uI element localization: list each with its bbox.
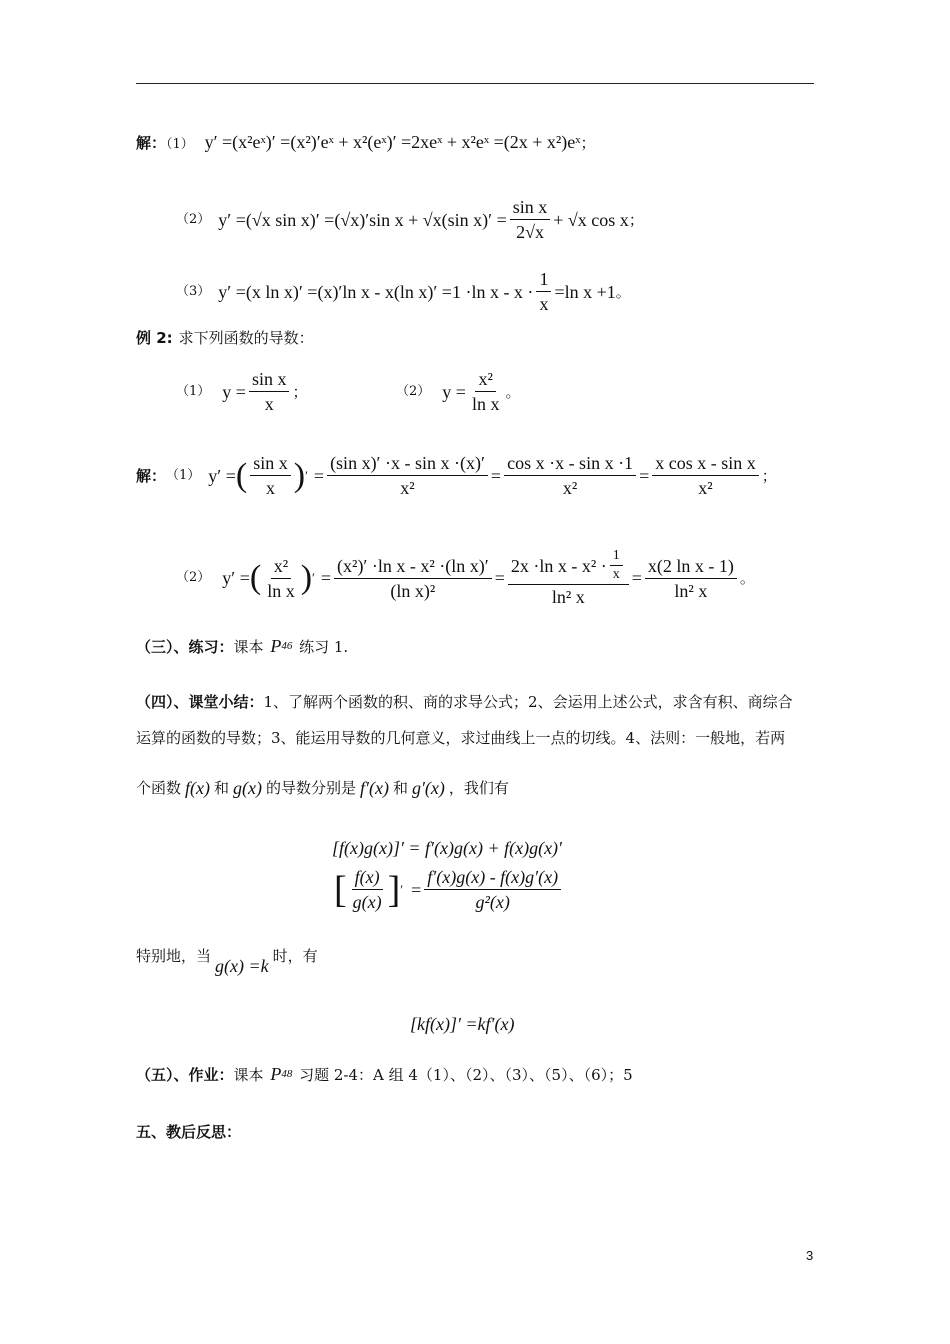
math-expression: [f(x)g(x)]′ = f′(x)g(x) + f(x)g(x)′ [332,838,562,858]
fraction [327,452,488,499]
right-paren: ) [300,559,313,596]
math-expression: y′ = [222,568,250,588]
practice-text: 练习 1. [299,638,349,656]
fraction [249,368,290,415]
punctuation: 。 [739,569,755,587]
fraction-numerator: sin x [510,196,551,220]
fraction-numerator: 1 [536,268,551,292]
fraction-denominator: (ln x)² [390,580,436,601]
math-expression: =ln x +1 [554,281,616,302]
fraction-denominator: x [612,567,620,582]
quotient-rule [334,866,564,913]
page-subscript: 46 [281,640,293,652]
summary-text: ，我们有 [448,779,509,797]
punctuation: ； [292,382,308,401]
homework-label: （五）、作业： [136,1066,234,1084]
fraction-denominator: x² [698,478,713,498]
numerator-text: 2x ·ln x - x² · [510,555,607,576]
math-expression: y′ =(√x sin x)′ =(√x)′sin x + √x(sin x)′ = [218,209,507,230]
math-fx: f(x) [185,778,210,798]
fraction-denominator: ln² x [551,587,585,607]
left-bracket: [ [334,868,347,911]
summary-text: 和 [392,779,408,797]
math-expression: y = [222,381,246,402]
math-expression: y′ = [208,465,236,486]
solution1-line2 [176,196,644,243]
practice-line [136,636,348,657]
fraction-denominator: x [265,478,275,498]
fraction-numerator: (x²)′ ·ln x - x² ·(ln x)′ [334,555,492,579]
fraction [469,368,503,415]
solution1-line1 [136,132,596,155]
example-label: 例 2: [136,329,173,347]
fraction-numerator: x² [271,555,291,579]
summary-line3 [136,778,509,798]
fraction [250,452,291,499]
fraction-denominator: 2√x [516,222,544,242]
right-bracket: ] [387,868,401,911]
fraction-denominator: g²(x) [475,892,510,912]
example2-q1 [176,368,307,415]
special-text: 特别地，当 [136,947,212,965]
page-subscript: 48 [281,1068,293,1080]
solution1-line3 [176,268,631,315]
example2-heading [136,328,314,348]
homework-text: 课本 [233,1066,264,1084]
summary-line2 [136,728,785,748]
equals: = [313,465,325,486]
item-mark: （1） [166,137,194,152]
page-letter: P [270,1064,282,1084]
right-paren: ) [293,456,306,494]
fraction [350,866,385,913]
fraction-denominator: g(x) [352,892,382,912]
fraction-denominator: x² [562,478,578,498]
punctuation: ； [628,210,644,229]
fraction-numerator: f′(x)g(x) - f(x)g′(x) [424,866,561,890]
equals: = [411,879,422,900]
fraction-numerator: x² [475,368,495,392]
fraction-denominator: x² [400,478,415,498]
equals: = [494,568,505,588]
equals: = [490,465,502,486]
fraction [334,555,492,602]
fraction-numerator: 1 [610,548,623,566]
solution2-line1 [136,452,777,499]
homework-line [136,1064,633,1085]
item-mark: （2） [396,383,431,399]
solution-label: 解： [136,134,167,152]
solution2-line2 [176,548,755,608]
fraction-numerator: x cos x - sin x [652,452,759,476]
constant-rule [410,1014,514,1035]
prime-mark: ′ [305,467,308,483]
summary-text: 和 [214,779,230,797]
summary-text: 个函数 [136,779,182,797]
math-gpx: g′(x) [411,778,445,798]
reflection-label: 五、教后反思： [136,1123,242,1141]
fraction [508,548,629,608]
example2-q2 [396,368,520,415]
punctuation: ； [761,466,777,485]
summary-line1 [136,692,793,712]
fraction [645,555,737,602]
header-rule [136,83,814,84]
fraction-denominator: x [264,394,274,414]
math-condition: g(x) =k [215,956,269,976]
item-mark: （1） [176,383,211,399]
prime-mark: ′ [400,881,404,897]
nested-fraction [610,548,623,583]
item-mark: （1） [166,467,201,483]
item-mark: （3） [176,283,211,299]
fraction-numerator: sin x [249,368,290,392]
equals: = [320,568,332,588]
summary-text: 运算的函数的导数；3、能运用导数的几何意义，求过曲线上一点的切线。4、法则：一般地，若两 [136,729,786,747]
fraction-numerator: (sin x)′ ·x - sin x ·(x)′ [327,452,488,476]
punctuation: 。 [505,382,521,401]
punctuation: ； [580,134,596,152]
math-expression: + √x cos x [553,209,629,230]
page-number: 3 [806,1248,814,1263]
practice-text: 课本 [233,638,264,656]
page-ref [270,636,292,656]
math-expression: y = [442,381,466,402]
left-paren: ( [235,456,248,494]
fraction-numerator: x(2 ln x - 1) [645,555,737,579]
fraction [424,866,561,913]
fraction-numerator: sin x [250,452,291,476]
prime-mark: ′ [312,570,315,585]
fraction-denominator: ln x [471,394,500,414]
fraction-denominator: x [539,294,549,314]
fraction [510,196,551,243]
homework-text: 习题 2-4：A 组 4（1）、（2）、（3）、（5）、（6）；5 [299,1066,633,1084]
equals: = [639,465,650,486]
fraction [536,268,551,315]
solution-label: 解： [136,466,167,485]
special-case-line [136,946,318,976]
summary-text: 的导数分别是 [266,779,357,797]
punctuation: 。 [615,282,631,301]
item-mark: （2） [176,211,211,227]
math-expression: y′ =(x ln x)′ =(x)′ln x - x(ln x)′ =1 ·ln x - x · [218,281,534,302]
fraction-numerator: f(x) [352,866,383,890]
fraction [264,555,298,602]
page-ref [270,1064,292,1084]
math-fpx: f′(x) [360,778,389,798]
fraction-denominator: ln x [267,580,295,601]
page-letter: P [270,636,282,656]
equals: = [631,568,642,588]
practice-label: （三）、练习： [136,638,234,656]
math-gx: g(x) [233,778,262,798]
summary-label: （四）、课堂小结： [136,693,264,711]
summary-text: 1、了解两个函数的积、商的求导公式；2、会运用上述公式，求含有积、商综合 [263,693,793,711]
left-paren: ( [249,559,262,596]
math-expression: y′ =(x²eˣ)′ =(x²)′eˣ + x²(eˣ)′ =2xeˣ + x²eˣ =(2x + x²)eˣ [204,132,581,152]
math-expression: [kf(x)]′ =kf′(x) [410,1014,515,1034]
fraction [504,452,636,499]
product-rule [332,838,562,859]
item-mark: （2） [176,570,211,585]
fraction-numerator: cos x ·x - sin x ·1 [504,452,636,476]
special-text: 时，有 [272,947,318,965]
reflection-line [136,1122,241,1142]
fraction-denominator: ln² x [674,580,708,601]
fraction-numerator [508,548,629,585]
example-text: 求下列函数的导数： [178,329,314,347]
fraction [652,452,759,499]
